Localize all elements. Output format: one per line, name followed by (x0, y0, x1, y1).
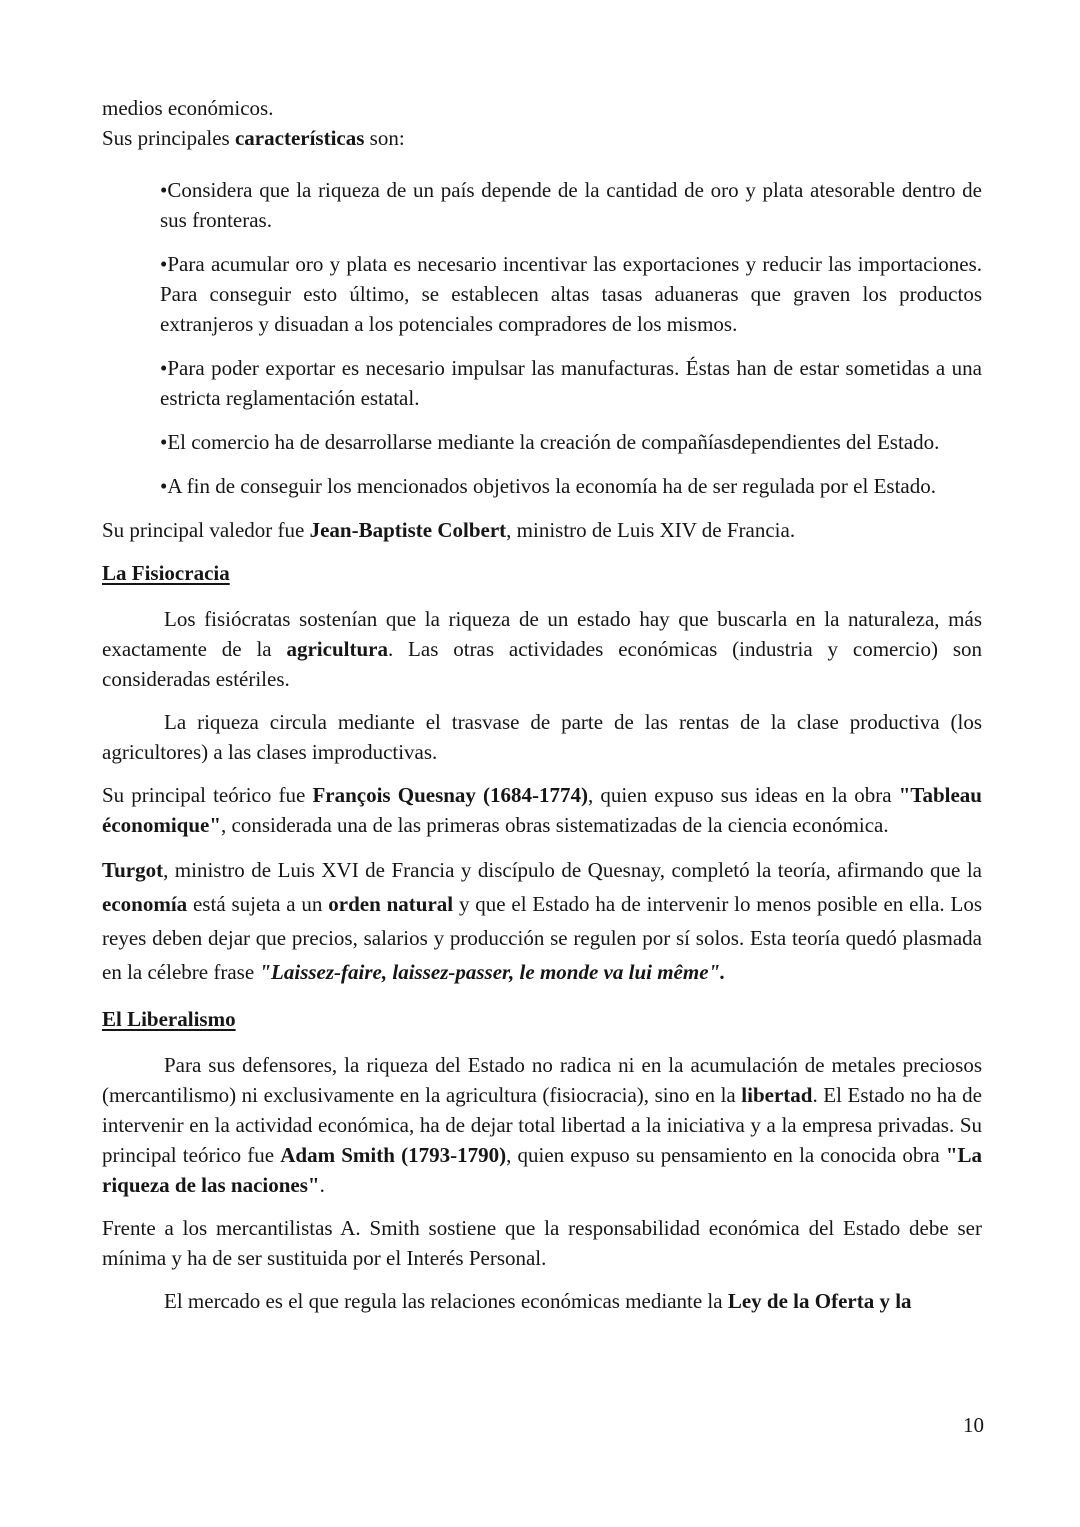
text-run: , ministro de Luis XVI de Francia y discípulo de Quesnay, completó la teoría, afirmando que la (163, 858, 982, 882)
paragraph-turgot (102, 853, 982, 989)
paragraph-intro-2 (102, 123, 982, 153)
text-run: Para sus defensores, la riqueza del Estado no radica ni en la acumulación de metales preciosos (mercantilismo) ni exclusivamente en la agricultura (fisiocracia), sino en la (102, 1053, 982, 1107)
page-number: 10 (963, 1413, 984, 1437)
text-run-bold: Jean-Baptiste Colbert (309, 518, 507, 542)
text-run: , considerada una de las primeras obras sistematizadas de la ciencia económica. (221, 813, 889, 837)
bullet-item-5 (102, 471, 982, 501)
heading-fisiocracia: La Fisiocracia (102, 561, 230, 585)
text-run: . El Estado no ha de intervenir en la actividad económica, ha de dejar total libertad a la iniciativa y a la empresa privadas. Su principal teórico fue (102, 1083, 982, 1167)
text-run: , ministro de Luis XIV de Francia. (506, 518, 796, 542)
text-run-bold-italic: "Laissez-faire, laissez-passer, le monde va lui même". (259, 960, 726, 984)
bullet-marker: • (160, 356, 168, 380)
text-run-bold: libertad (741, 1083, 813, 1107)
text-run-bold: Turgot (102, 858, 164, 882)
text-run-bold: Adam Smith (1793-1790) (280, 1143, 507, 1167)
text-run: y que el Estado ha de intervenir lo menos posible en ella. Los reyes deben dejar que precios, salarios y producción se regulen por sí solos. Esta teoría quedó plasmada en la célebre frase (102, 892, 982, 984)
text-run: Para acumular oro y plata es necesario incentivar las exportaciones y reducir las importaciones. Para conseguir esto último, se establecen altas tasas aduaneras que graven los productos extranjeros y disuadan a los potenciales compradores de los mismos. (160, 252, 982, 336)
heading-liberalismo: El Liberalismo (102, 1007, 236, 1031)
bullet-item-4 (102, 427, 982, 457)
bullet-marker: • (160, 252, 168, 276)
paragraph-smith (102, 1213, 982, 1273)
bullet-item-2 (102, 249, 982, 339)
text-run: Su principal teórico fue (102, 783, 313, 807)
paragraph-fisiocracia-2 (102, 707, 982, 767)
bullet-marker: • (160, 474, 168, 498)
paragraph-intro-1 (102, 93, 982, 123)
text-run: son: (364, 126, 405, 150)
text-run: A fin de conseguir los mencionados objetivos la economía ha de ser regulada por el Estado. (167, 474, 936, 498)
text-run-bold: economía (102, 892, 188, 916)
text-run-bold: agricultura (286, 637, 388, 661)
text-run: La riqueza circula mediante el trasvase de parte de las rentas de la clase productiva (los agricultores) a las clases improductivas. (102, 710, 982, 764)
paragraph-mercado (102, 1286, 982, 1316)
text-run: Los fisiócratas sostenían que la riqueza de un estado hay que buscarla en la naturaleza, más exactamente de la (102, 607, 982, 661)
text-run: Considera que la riqueza de un país depende de la cantidad de oro y plata atesorable dentro de sus fronteras. (160, 178, 982, 232)
text-run: El comercio ha de desarrollarse mediante la creación de compañíasdependientes del Estado. (167, 430, 940, 454)
text-run: Para poder exportar es necesario impulsar las manufacturas. Éstas han de estar sometidas a una estricta reglamentación estatal. (160, 356, 982, 410)
text-run-bold: "La riqueza de las naciones" (102, 1143, 983, 1197)
text-run-bold: "Tableau économique" (102, 783, 982, 837)
text-run: El mercado es el que regula las relaciones económicas mediante la (164, 1289, 728, 1313)
text-run: Frente a los mercantilistas A. Smith sostiene que la responsabilidad económica del Estado debe ser mínima y ha de ser sustituida por el Interés Personal. (102, 1216, 982, 1270)
bullet-item-3 (102, 353, 982, 413)
text-run: . Las otras actividades económicas (industria y comercio) son consideradas estériles. (102, 637, 983, 691)
text-run-bold: características (234, 126, 365, 150)
text-run-bold: Ley de la Oferta y la (727, 1289, 912, 1313)
text-run-bold: François Quesnay (1684-1774) (312, 783, 589, 807)
text-run: medios económicos. (102, 96, 274, 120)
text-run: Su principal valedor fue (102, 518, 310, 542)
paragraph-liberalismo-1 (102, 1050, 982, 1200)
bullet-marker: • (160, 178, 168, 202)
text-run: , quien expuso su pensamiento en la conocida obra (506, 1143, 946, 1167)
text-run-bold: orden natural (328, 892, 454, 916)
bullet-list (102, 175, 982, 501)
paragraph-quesnay (102, 780, 982, 840)
text-run: . (319, 1173, 325, 1197)
text-run: Sus principales (102, 126, 235, 150)
text-run: , quien expuso sus ideas en la obra (588, 783, 899, 807)
paragraph-valedor (102, 515, 982, 545)
bullet-marker: • (160, 430, 168, 454)
text-run: está sujeta a un (187, 892, 329, 916)
paragraph-fisiocracia-1 (102, 604, 982, 694)
bullet-item-1 (102, 175, 982, 235)
